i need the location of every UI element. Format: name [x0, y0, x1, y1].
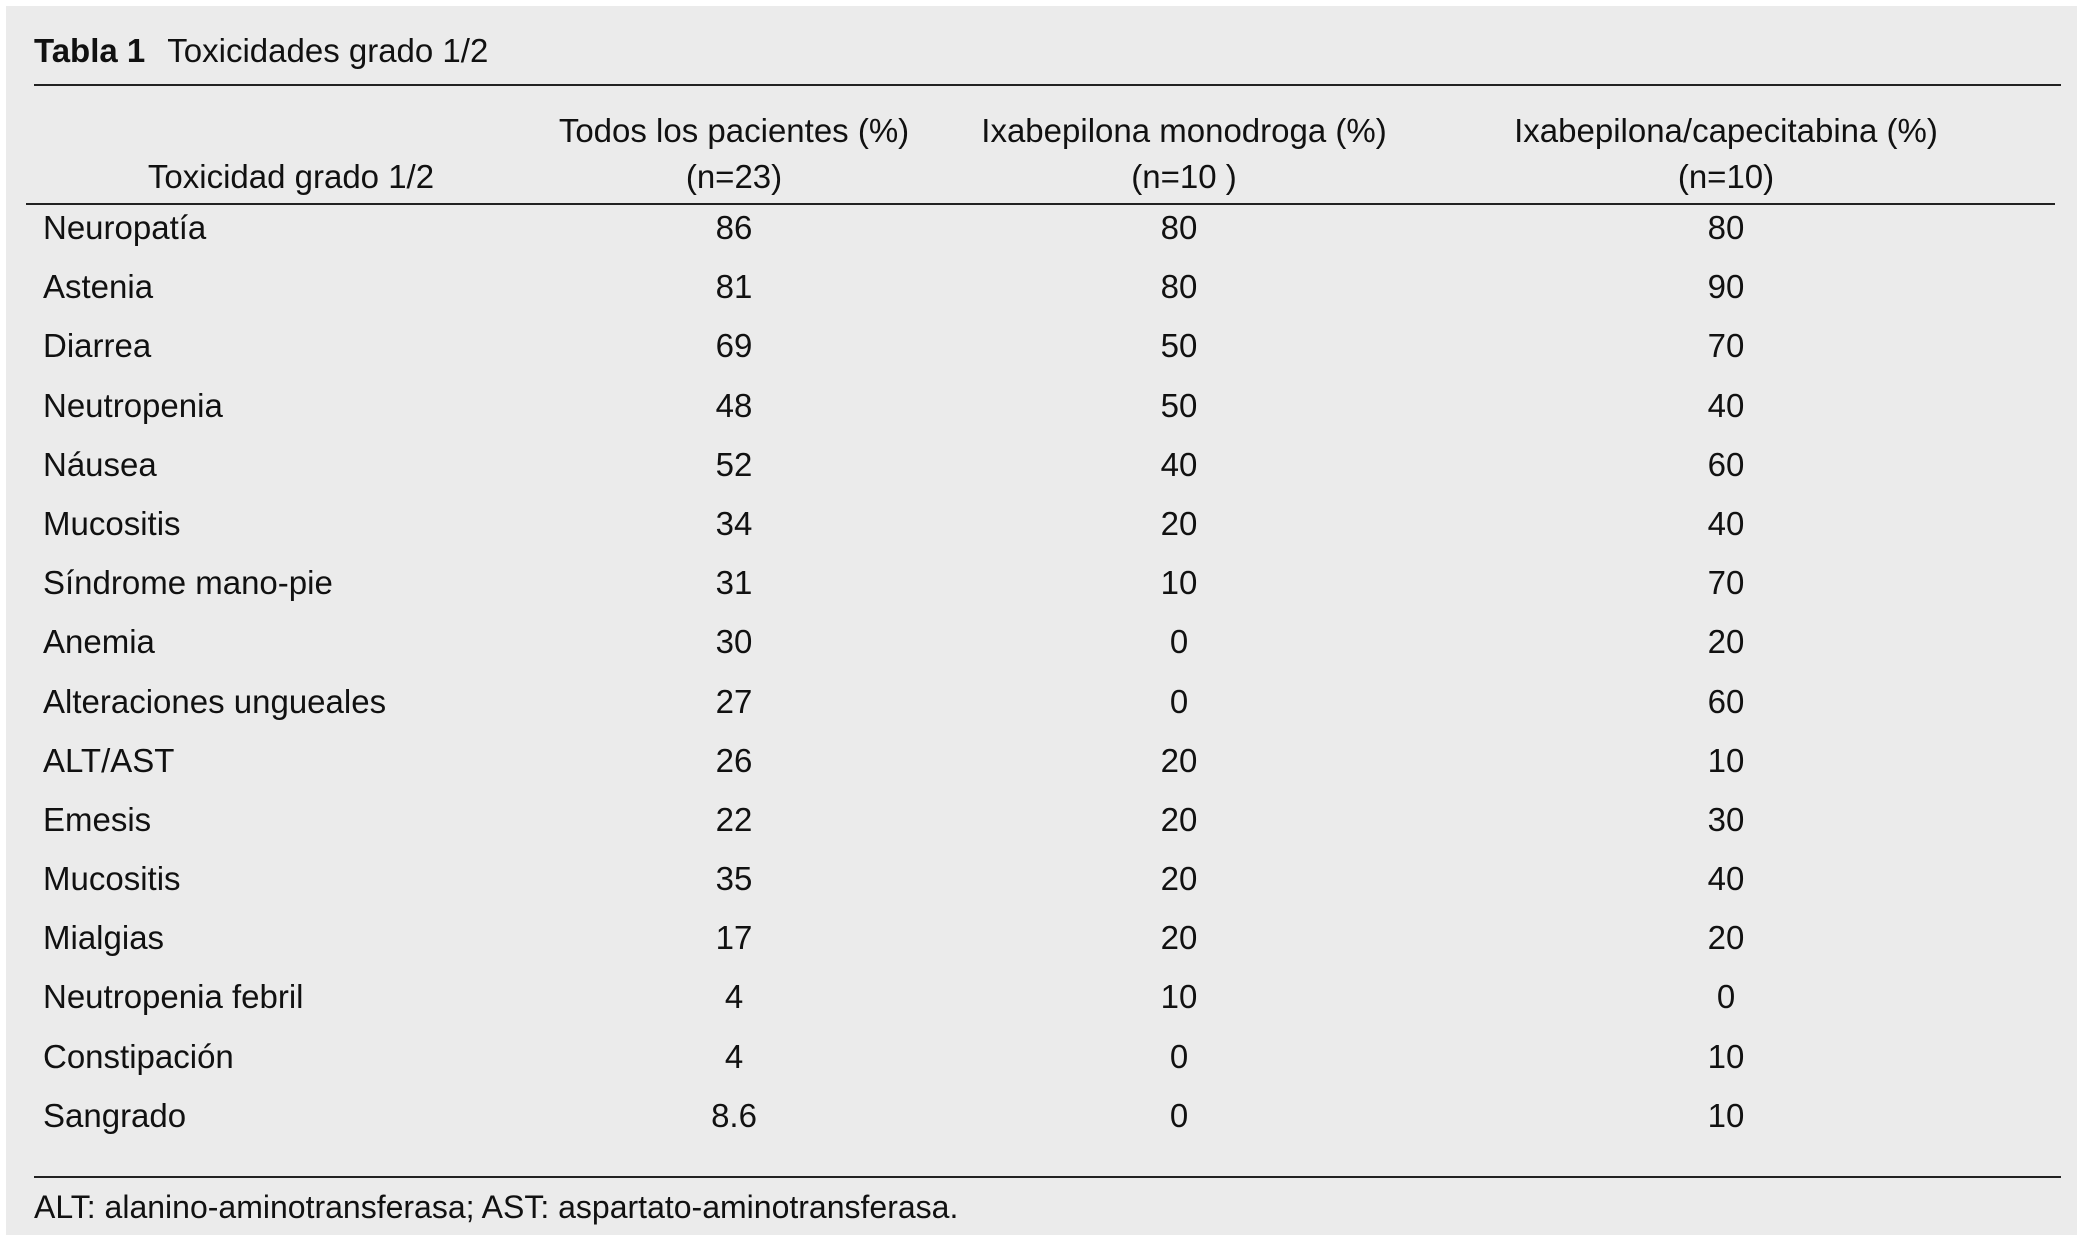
- table-row: [6, 738, 2077, 797]
- combination-value: 90: [1707, 268, 1745, 306]
- combination-value: 70: [1707, 327, 1745, 365]
- header-toxicity-label: Toxicidad grado 1/2: [147, 158, 435, 195]
- table-panel: [6, 6, 2077, 1235]
- all-patients-value: 34: [715, 504, 753, 542]
- monotherapy-value: 80: [1160, 268, 1198, 306]
- all-patients-value: 31: [715, 564, 753, 602]
- combination-value: 40: [1707, 860, 1745, 898]
- header-monotherapy: [944, 108, 1424, 200]
- toxicity-name: Alteraciones ungueales: [43, 682, 387, 720]
- monotherapy-value: 10: [1160, 978, 1198, 1016]
- monotherapy-value: 40: [1160, 445, 1198, 483]
- monotherapy-value: 50: [1160, 327, 1198, 365]
- header-monotherapy-n: (n=10 ): [1131, 158, 1237, 195]
- monotherapy-value: 50: [1160, 386, 1198, 424]
- table-row: [6, 1034, 2077, 1093]
- combination-value: 40: [1707, 504, 1745, 542]
- combination-value: 70: [1707, 564, 1745, 602]
- all-patients-value: 86: [715, 209, 753, 246]
- combination-value: 80: [1707, 209, 1745, 246]
- combination-value: 10: [1707, 1037, 1745, 1075]
- toxicity-name: Sangrado: [43, 1096, 187, 1134]
- toxicity-name: Diarrea: [43, 327, 152, 365]
- monotherapy-value: 20: [1160, 504, 1198, 542]
- combination-value: 0: [1716, 978, 1736, 1016]
- all-patients-value: 69: [715, 327, 753, 365]
- table-row: [6, 442, 2077, 501]
- table-row: [6, 264, 2077, 323]
- toxicity-name: Neuropatía: [43, 209, 207, 246]
- toxicity-name: Náusea: [43, 445, 157, 483]
- table-body: [6, 205, 2077, 1152]
- all-patients-value: 4: [724, 1037, 744, 1075]
- toxicity-name: Constipación: [43, 1037, 234, 1075]
- all-patients-value: 35: [715, 860, 753, 898]
- header-combination-n: (n=10): [1677, 158, 1775, 195]
- toxicity-name: Síndrome mano-pie: [43, 564, 333, 602]
- combination-value: 20: [1707, 623, 1745, 661]
- monotherapy-value: 20: [1160, 741, 1198, 779]
- toxicity-name: Mialgias: [43, 919, 165, 957]
- combination-value: 10: [1707, 741, 1745, 779]
- all-patients-value: 52: [715, 445, 753, 483]
- bottom-rule: [34, 1176, 2061, 1178]
- table-row: [6, 679, 2077, 738]
- table-row: [6, 205, 2077, 264]
- table-row: [6, 323, 2077, 382]
- all-patients-value: 81: [715, 268, 753, 306]
- monotherapy-value: 20: [1160, 860, 1198, 898]
- combination-value: 40: [1707, 386, 1745, 424]
- table-row: [6, 383, 2077, 442]
- all-patients-value: 8.6: [711, 1096, 757, 1134]
- table-row: [6, 560, 2077, 619]
- combination-value: 10: [1707, 1096, 1745, 1134]
- header-toxicity: [66, 154, 516, 200]
- monotherapy-value: 20: [1160, 800, 1198, 838]
- toxicity-name: Anemia: [43, 623, 155, 661]
- monotherapy-value: 0: [1169, 623, 1189, 661]
- all-patients-value: 27: [715, 682, 753, 720]
- header-all-patients: [534, 108, 934, 200]
- top-rule: [34, 84, 2061, 86]
- combination-value: 60: [1707, 682, 1745, 720]
- table-footnote: ALT: alanino-aminotransferasa; AST: aspartato-aminotransferasa.: [34, 1189, 959, 1225]
- toxicity-name: Neutropenia: [43, 386, 223, 424]
- header-monotherapy-label: Ixabepilona monodroga (%): [981, 112, 1387, 149]
- toxicity-name: Mucositis: [43, 504, 181, 542]
- header-all-patients-label: Todos los pacientes (%): [558, 112, 910, 149]
- table-row: [6, 797, 2077, 856]
- toxicity-name: ALT/AST: [43, 741, 175, 779]
- all-patients-value: 22: [715, 800, 753, 838]
- toxicity-name: Mucositis: [43, 860, 181, 898]
- header-combination-label: Ixabepilona/capecitabina (%): [1514, 112, 1938, 149]
- table-row: [6, 1093, 2077, 1152]
- header-combination: [1436, 108, 2016, 200]
- monotherapy-value: 80: [1160, 209, 1198, 246]
- combination-value: 20: [1707, 919, 1745, 957]
- monotherapy-value: 0: [1169, 682, 1189, 720]
- all-patients-value: 30: [715, 623, 753, 661]
- monotherapy-value: 10: [1160, 564, 1198, 602]
- table-number: Tabla 1: [34, 32, 146, 69]
- toxicity-name: Emesis: [43, 800, 152, 838]
- table-caption: [34, 26, 488, 76]
- all-patients-value: 48: [715, 386, 753, 424]
- combination-value: 30: [1707, 800, 1745, 838]
- toxicity-name: Astenia: [43, 268, 154, 306]
- table-row: [6, 619, 2077, 678]
- table-row: [6, 974, 2077, 1033]
- monotherapy-value: 0: [1169, 1037, 1189, 1075]
- monotherapy-value: 0: [1169, 1096, 1189, 1134]
- toxicity-name: Neutropenia febril: [43, 978, 304, 1016]
- table-row: [6, 915, 2077, 974]
- monotherapy-value: 20: [1160, 919, 1198, 957]
- all-patients-value: 26: [715, 741, 753, 779]
- header-all-patients-n: (n=23): [685, 158, 783, 195]
- all-patients-value: 4: [724, 978, 744, 1016]
- all-patients-value: 17: [715, 919, 753, 957]
- combination-value: 60: [1707, 445, 1745, 483]
- table-title: Toxicidades grado 1/2: [167, 32, 489, 69]
- table-row: [6, 501, 2077, 560]
- table-row: [6, 856, 2077, 915]
